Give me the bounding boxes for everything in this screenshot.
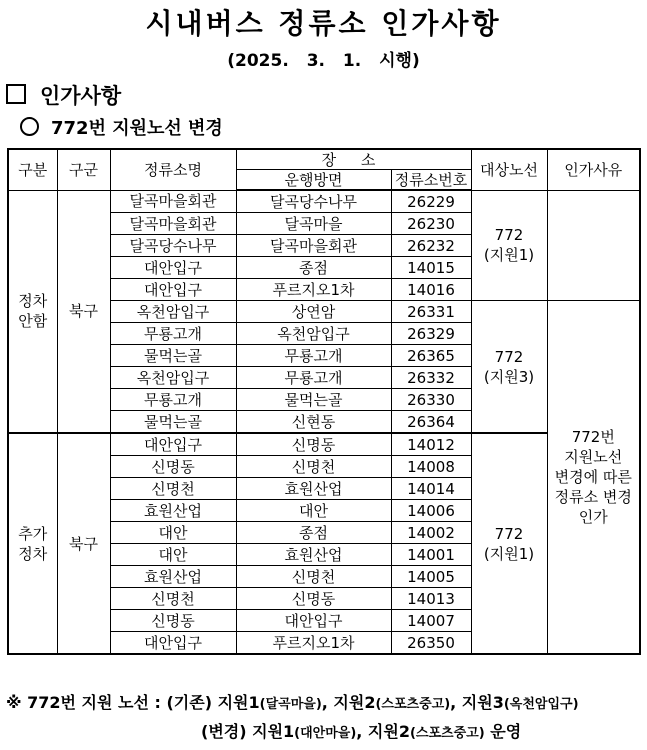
stop-no-cell: 26232	[391, 235, 471, 257]
district-cell: 북구	[57, 190, 110, 433]
direction-cell: 무룡고개	[236, 367, 391, 389]
stop-no-cell: 14012	[391, 433, 471, 456]
note-line2-prefix: (변경) 지원1	[201, 722, 295, 741]
stop-name-cell: 물먹는골	[110, 411, 236, 434]
stop-no-cell: 26229	[391, 190, 471, 213]
note-item2: (스포츠중고)	[375, 697, 451, 712]
subsection-heading	[20, 114, 223, 140]
stop-name-cell: 효원산업	[110, 500, 236, 522]
direction-cell: 종점	[236, 522, 391, 544]
stop-name-cell: 달곡마을회관	[110, 213, 236, 235]
stop-name-cell: 무룡고개	[110, 389, 236, 411]
direction-cell: 옥천암입구	[236, 323, 391, 345]
header-reason: 인가사유	[547, 149, 640, 190]
reason-cell-empty	[547, 190, 640, 301]
header-category: 구분	[8, 149, 57, 190]
stop-name-cell: 대안입구	[110, 257, 236, 279]
section-heading	[6, 80, 121, 110]
direction-cell: 물먹는골	[236, 389, 391, 411]
direction-cell: 대안입구	[236, 610, 391, 632]
category-cell: 정차 안함	[8, 190, 57, 433]
stop-name-cell: 대안	[110, 522, 236, 544]
district-cell: 북구	[57, 433, 110, 654]
direction-cell: 푸르지오1차	[236, 279, 391, 301]
stop-name-cell: 효원산업	[110, 566, 236, 588]
stop-no-cell: 14002	[391, 522, 471, 544]
stop-no-cell: 14007	[391, 610, 471, 632]
stop-name-cell: 대안입구	[110, 433, 236, 456]
note-line2-suffix: 운영	[484, 722, 522, 741]
stop-name-cell: 물먹는골	[110, 345, 236, 367]
direction-cell: 무룡고개	[236, 345, 391, 367]
direction-cell: 신명천	[236, 456, 391, 478]
stop-no-cell: 26332	[391, 367, 471, 389]
stop-no-cell: 14005	[391, 566, 471, 588]
header-direction: 운행방면	[236, 170, 391, 191]
stop-no-cell: 14016	[391, 279, 471, 301]
stop-name-cell: 달곡마을회관	[110, 190, 236, 213]
direction-cell: 푸르지오1차	[236, 632, 391, 655]
direction-cell: 효원산업	[236, 478, 391, 500]
stop-no-cell: 14014	[391, 478, 471, 500]
stop-no-cell: 26331	[391, 301, 471, 323]
route-cell: 772 (지원1)	[471, 433, 547, 654]
header-stop-name: 정류소명	[110, 149, 236, 190]
stop-approval-table	[7, 148, 641, 655]
direction-cell: 대안	[236, 500, 391, 522]
route-cell: 772 (지원3)	[471, 301, 547, 434]
stop-no-cell: 26365	[391, 345, 471, 367]
stop-no-cell: 14015	[391, 257, 471, 279]
circle-bullet-icon	[20, 117, 39, 136]
note-sep1: , 지원2	[321, 693, 376, 712]
stop-no-cell: 14006	[391, 500, 471, 522]
direction-cell: 상연암	[236, 301, 391, 323]
note-line2-item2: (스포츠중고)	[409, 726, 485, 741]
note-line2-item1: (대안마을)	[294, 726, 357, 741]
route-cell: 772 (지원1)	[471, 190, 547, 301]
stop-no-cell: 14001	[391, 544, 471, 566]
effective-date: (2025. 3. 1. 시행)	[227, 51, 420, 71]
stop-no-cell: 26329	[391, 323, 471, 345]
direction-cell: 달곡마을	[236, 213, 391, 235]
stop-name-cell: 대안입구	[110, 279, 236, 301]
stop-name-cell: 달곡당수나무	[110, 235, 236, 257]
direction-cell: 신명동	[236, 588, 391, 610]
note-sep2: , 지원3	[450, 693, 504, 712]
table-body	[8, 190, 640, 654]
route-note-line2	[201, 719, 521, 742]
table-row	[8, 433, 640, 456]
header-route: 대상노선	[471, 149, 547, 190]
reason-cell: 772번 지원노선 변경에 따른 정류소 변경 인가	[547, 301, 640, 655]
stop-no-cell: 26364	[391, 411, 471, 434]
section-heading-text: 인가사항	[40, 84, 122, 108]
note-item3: (옥천암입구)	[503, 697, 579, 712]
stop-name-cell: 신명동	[110, 456, 236, 478]
stop-no-cell: 14008	[391, 456, 471, 478]
subsection-heading-text: 772번 지원노선 변경	[51, 118, 223, 139]
header-district: 구군	[57, 149, 110, 190]
note-line2-sep: , 지원2	[356, 722, 410, 741]
stop-name-cell: 옥천암입구	[110, 301, 236, 323]
stop-no-cell: 14013	[391, 588, 471, 610]
stop-name-cell: 대안	[110, 544, 236, 566]
route-note-line1	[6, 690, 579, 713]
page-title: 시내버스 정류소 인가사항	[145, 7, 502, 40]
header-place: 장 소	[236, 149, 471, 170]
stop-no-cell: 26350	[391, 632, 471, 655]
note-item1: (달곡마을)	[259, 697, 322, 712]
direction-cell: 효원산업	[236, 544, 391, 566]
stop-name-cell: 무룡고개	[110, 323, 236, 345]
stop-no-cell: 26330	[391, 389, 471, 411]
stop-name-cell: 옥천암입구	[110, 367, 236, 389]
direction-cell: 종점	[236, 257, 391, 279]
stop-name-cell: 대안입구	[110, 632, 236, 655]
square-bullet-icon	[6, 84, 26, 104]
stop-name-cell: 신명천	[110, 478, 236, 500]
direction-cell: 신명동	[236, 433, 391, 456]
stop-no-cell: 26230	[391, 213, 471, 235]
header-stop-no: 정류소번호	[391, 170, 471, 191]
table-row	[8, 190, 640, 213]
stop-name-cell: 신명천	[110, 588, 236, 610]
stop-name-cell: 신명동	[110, 610, 236, 632]
direction-cell: 달곡당수나무	[236, 190, 391, 213]
direction-cell: 달곡마을회관	[236, 235, 391, 257]
note-prefix: ※ 772번 지원 노선 : (기존) 지원1	[6, 693, 260, 712]
direction-cell: 신현동	[236, 411, 391, 434]
direction-cell: 신명천	[236, 566, 391, 588]
category-cell: 추가 정차	[8, 433, 57, 654]
